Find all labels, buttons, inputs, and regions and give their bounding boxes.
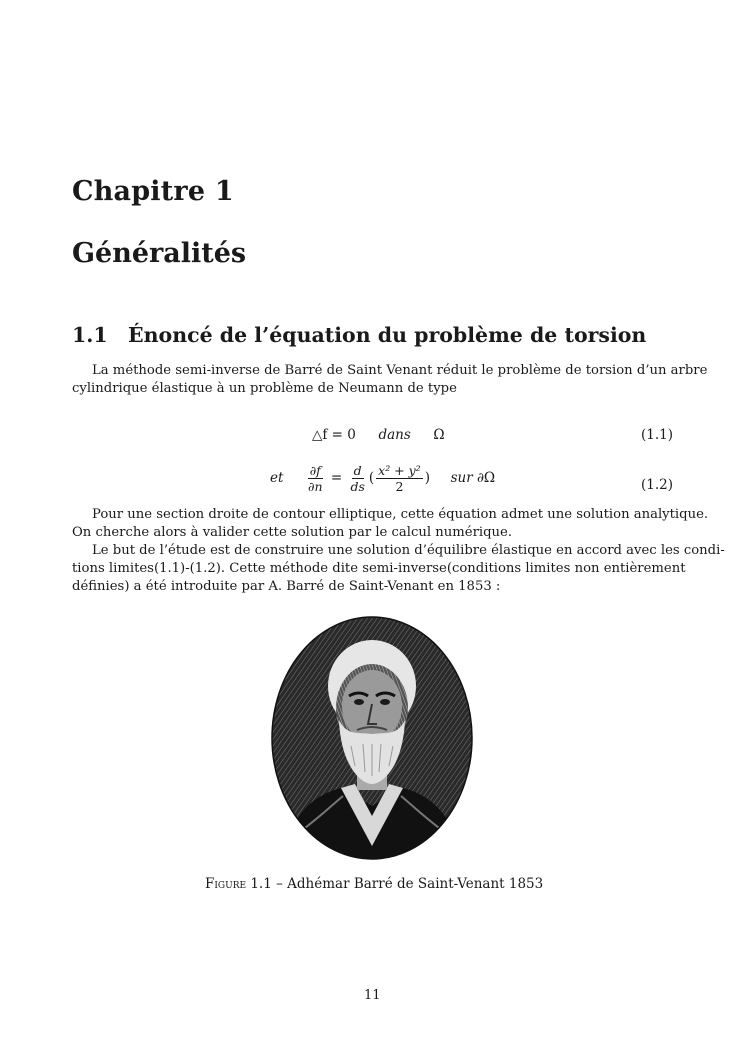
equation-word: dans — [378, 427, 411, 443]
equation-lhs: △f = 0 — [312, 427, 356, 443]
paragraph-goal — [72, 542, 725, 596]
chapter-label: Chapitre 1 — [72, 176, 234, 207]
equation-word: sur — [450, 470, 473, 486]
equation-1 — [312, 427, 445, 443]
chapter-title: Généralités — [72, 238, 247, 269]
figure-separator: – — [276, 876, 283, 892]
paragraph-ellipse — [72, 506, 709, 542]
close-paren: ) — [424, 470, 430, 486]
paragraph-line: Pour une section droite de contour elliptique, cette équation admet une solution analytique. — [92, 507, 709, 522]
paragraph-line: On cherche alors à valider cette solution par le calcul numérique. — [72, 525, 513, 540]
paragraph-line: La méthode semi-inverse de Barré de Saint Venant réduit le problème de torsion d’un arbre — [92, 363, 708, 378]
paragraph-intro — [72, 362, 708, 398]
figure-label: Figure 1.1 — [205, 876, 272, 892]
portrait-engraving-image — [271, 616, 473, 860]
section-heading — [72, 323, 646, 347]
section-title: Énoncé de l’équation du problème de torsion — [128, 323, 647, 347]
equation-1-number: (1.1) — [641, 427, 674, 443]
fraction-d-ds: $\frac{d}{ds}$ — [350, 463, 365, 494]
figure-caption — [205, 876, 543, 892]
equation-prefix: et — [270, 470, 284, 486]
equation-domain: Ω — [433, 427, 445, 443]
equation-domain: ∂Ω — [476, 470, 496, 486]
paragraph-line: cylindrique élastique à un problème de Neumann de type — [72, 381, 457, 396]
fraction-df-dn: $\frac{\partial f}{\partial n}$ — [308, 463, 323, 494]
paragraph-line: tions limites(1.1)-(1.2). Cette méthode dite semi-inverse(conditions limites non entièrement — [72, 561, 686, 576]
page-number: 11 — [364, 988, 381, 1003]
equation-2-number: (1.2) — [641, 477, 674, 493]
section-number: 1.1 — [72, 323, 108, 347]
paragraph-line: Le but de l’étude est de construire une solution d’équilibre élastique en accord avec les condi- — [92, 543, 725, 558]
fraction-xy: $\frac{\text{x² + y²}}{2}$ — [378, 463, 421, 494]
open-paren: ( — [368, 470, 375, 486]
paragraph-line: définies) a été introduite par A. Barré de Saint-Venant en 1853 : — [72, 579, 501, 594]
figure-caption-text: Adhémar Barré de Saint-Venant 1853 — [287, 876, 544, 892]
equation-2 — [270, 463, 495, 494]
equals-sign: = — [330, 470, 343, 486]
